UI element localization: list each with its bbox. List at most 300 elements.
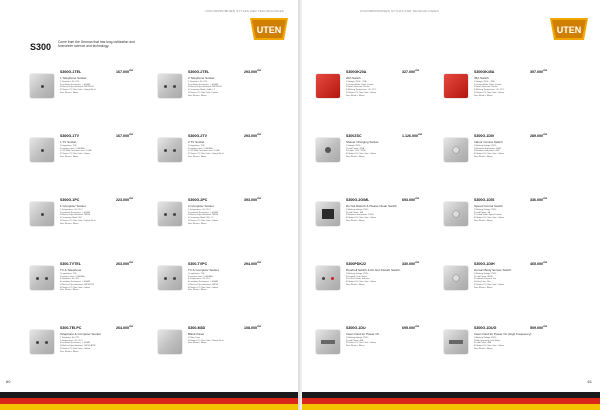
product-price bbox=[244, 70, 261, 74]
spec-line: Size: 86mm × 86mm bbox=[60, 289, 79, 292]
spec-line: 2.Insertion Loss: 5~860MHz bbox=[60, 275, 85, 278]
spec-line: 2.Insulation Resistance: > 100MΩ bbox=[188, 83, 219, 86]
spec-line: 1.Telephone: 60~70V bbox=[60, 337, 79, 339]
product-specs bbox=[60, 273, 148, 292]
price-unit: VND bbox=[543, 70, 548, 72]
spec-line: Size: 86mm × 86mm bbox=[474, 286, 493, 289]
pc-socket-2-icon bbox=[158, 202, 182, 226]
product-specs bbox=[346, 273, 434, 287]
spec-line: 1.Working Voltage: 250V~ bbox=[474, 273, 498, 275]
product-code: S300-M3D bbox=[188, 326, 206, 330]
spec-line: Size: 86mm × 86mm bbox=[188, 155, 207, 158]
spec-line: 4.Plastics: PC, Box Color: Carbon bbox=[346, 217, 377, 220]
product-name: Blank Panel bbox=[188, 332, 205, 336]
socket-port bbox=[173, 213, 176, 216]
price-value: 289.000 bbox=[530, 134, 543, 139]
product-name: Indoor Control Switch bbox=[474, 140, 503, 144]
product-code: S300G-2G/ML bbox=[346, 198, 370, 202]
price-unit: VND bbox=[543, 198, 548, 200]
product-code: S300G-2TEL bbox=[188, 70, 210, 74]
spec-line: 1.Working Voltage: 250V~ bbox=[474, 337, 498, 339]
socket-port bbox=[36, 277, 39, 280]
page-tagline: UNCOMPROMISED STYLES AND TECHNOLOGIES bbox=[205, 9, 284, 13]
product-code: S300GK45A bbox=[474, 70, 495, 74]
spec-line: 5.Plastics: PC, Box Color: Carbon bbox=[188, 219, 219, 222]
product-name: 1 TV Socket bbox=[60, 140, 77, 144]
spec-line: 2.Doorbell: Push Switch bbox=[346, 275, 368, 278]
product-price bbox=[244, 134, 261, 138]
spec-line: 1.Temperature: -20~70°C bbox=[188, 209, 211, 211]
product-specs bbox=[60, 209, 148, 225]
spec-line: 1.Impedance: 75Ω bbox=[60, 273, 77, 275]
spec-line: 3.Control Mode: Speed Control bbox=[474, 214, 502, 217]
product-name: Shaver Charging Socket bbox=[346, 140, 379, 144]
product-specs bbox=[346, 209, 434, 223]
socket-port bbox=[164, 149, 167, 152]
product-name: 2 Telephone Socket bbox=[188, 76, 215, 80]
product-code: S300G-1DIS bbox=[474, 198, 495, 202]
spec-line: 3.Insulation Resistance: > 100MΩ bbox=[60, 342, 91, 345]
product-item bbox=[158, 198, 278, 260]
product-item bbox=[158, 134, 278, 196]
product-item bbox=[316, 198, 436, 260]
product-name: Do Not Disturb & Please Clean Switch bbox=[346, 204, 397, 208]
spec-line: 4.Plastics: PC, Box Color: Carbon bbox=[474, 217, 505, 220]
page-tagline: UNCOMPROMISED STYLES AND TECHNOLOGIES bbox=[360, 9, 439, 13]
product-item bbox=[444, 262, 564, 324]
product-code: S300G-1DU bbox=[346, 326, 366, 330]
spec-line: 4.Connection Mode: IDC bbox=[60, 217, 82, 220]
product-item bbox=[444, 326, 564, 388]
product-item bbox=[158, 70, 278, 132]
price-value: 263.000 bbox=[116, 262, 129, 267]
socket-port bbox=[173, 277, 176, 280]
spec-line: 2.Contact Mode: Silver Contact bbox=[346, 83, 374, 86]
tv-tel-icon bbox=[30, 266, 54, 290]
product-price bbox=[402, 198, 419, 202]
svg-text:UTEN: UTEN bbox=[256, 25, 282, 35]
spec-line: Size: 86mm × 86mm bbox=[474, 347, 493, 350]
tel-socket-icon bbox=[30, 74, 54, 98]
price-unit: VND bbox=[415, 198, 420, 200]
price-value: 1.126.000 bbox=[402, 134, 418, 139]
price-value: 293.000 bbox=[244, 70, 257, 75]
shaver-icon bbox=[316, 138, 340, 162]
spec-line: 1.Voltage: 250V~ bbox=[346, 145, 362, 147]
spec-line: 4.Working Temperature: -25~75°C bbox=[346, 89, 377, 92]
spec-line: 1.Working voltage: 250V~ bbox=[346, 209, 369, 211]
bell-button bbox=[322, 277, 325, 280]
spec-line: 5.Plastics: PC, Box Color: Carbon bbox=[346, 91, 377, 94]
product-specs bbox=[474, 81, 562, 97]
product-name: 45A Switch bbox=[474, 76, 489, 80]
product-name: Speed Control Switch bbox=[474, 204, 503, 208]
spec-line: Size: 86mm × 86mm bbox=[60, 350, 79, 353]
spec-line: 2.High frequency card: Mifare bbox=[474, 339, 501, 342]
red-switch-icon bbox=[316, 74, 340, 98]
spec-line: 4.Plastics: PC, Box Color: Carbon bbox=[346, 153, 377, 156]
product-price bbox=[402, 262, 419, 266]
socket-port bbox=[45, 277, 48, 280]
product-name: 20A Switch bbox=[346, 76, 361, 80]
price-unit: VND bbox=[257, 70, 262, 72]
price-unit: VND bbox=[257, 134, 262, 136]
product-code: S300G-1PC bbox=[60, 198, 80, 202]
spec-line: 5.Electrical Specifications: CAT3/RJ11 bbox=[60, 283, 94, 286]
spec-line: 3.Minimum load power: 40W bbox=[474, 150, 500, 153]
spec-line: 4.Plastics: PC, Box Color: Carbon bbox=[346, 281, 377, 284]
spec-line: Size: 86mm × 86mm bbox=[474, 155, 493, 158]
spec-line: 5.Plastics: PC, Box Color: Carbon bbox=[474, 283, 505, 286]
control-knob bbox=[453, 147, 459, 153]
socket-port bbox=[164, 213, 167, 216]
flag-stripe bbox=[302, 392, 600, 410]
product-name: TV & Telephone bbox=[60, 268, 82, 272]
spec-line: 2.Insertion Loss: 5~860MHz bbox=[188, 147, 213, 150]
product-price bbox=[530, 134, 547, 138]
product-code: S300G-2PC bbox=[188, 198, 208, 202]
product-code: S300-TELPC bbox=[60, 326, 82, 330]
price-value: 293.000 bbox=[244, 134, 257, 139]
product-price bbox=[116, 70, 133, 74]
product-name: TV & Computer Socket bbox=[188, 268, 219, 272]
spec-line: 5.Plastics: PC, Box Color: Carbon bbox=[188, 91, 219, 94]
price-unit: VND bbox=[415, 326, 420, 328]
product-item bbox=[30, 134, 150, 196]
product-price bbox=[530, 70, 547, 74]
product-specs bbox=[188, 273, 276, 292]
product-code: S300G-1DIH bbox=[474, 262, 495, 266]
socket-port bbox=[41, 213, 44, 216]
price-value: 695.000 bbox=[402, 326, 415, 331]
spec-line: 4.Insulation Resistance: > 100MΩ bbox=[188, 281, 219, 284]
product-name: Insert Card for Power On (High Frequency) bbox=[474, 332, 532, 336]
spec-line: Size: 86mm × 86mm bbox=[188, 222, 207, 225]
dimmer-icon bbox=[444, 138, 468, 162]
product-item bbox=[30, 198, 150, 260]
series-description: Come from the German that has long civilization and forerunner science and technology. bbox=[58, 40, 135, 49]
price-unit: VND bbox=[129, 326, 134, 328]
product-specs bbox=[188, 81, 276, 97]
spec-line: 3.Plastics: PC, Box Color: Carbon bbox=[346, 342, 377, 345]
product-item bbox=[158, 262, 278, 324]
spec-line: 4.Plastics: PC, Box Color: Carbon 86 ml bbox=[60, 89, 96, 92]
product-name: 2 TV Socket bbox=[188, 140, 205, 144]
product-specs bbox=[188, 337, 276, 345]
card-panel-screen bbox=[322, 209, 334, 219]
product-specs bbox=[346, 81, 434, 97]
spec-line: 3.Electrical Specifications: CAT3/RJ11 bbox=[60, 86, 94, 89]
spec-line: 1.Working Voltage: 250V~ bbox=[474, 209, 498, 211]
dnd-indicator bbox=[331, 277, 334, 280]
shaver-outlet bbox=[325, 147, 331, 153]
price-unit: VND bbox=[257, 198, 262, 200]
product-name: 1 Telephone Socket bbox=[60, 76, 87, 80]
product-item bbox=[158, 326, 278, 388]
product-item bbox=[316, 134, 436, 196]
spec-line: 2.Load Power: 5A bbox=[474, 211, 490, 214]
spec-line: 2.Load Power: 20VA bbox=[346, 147, 365, 150]
svg-text:UTEN: UTEN bbox=[556, 25, 582, 35]
spec-line: 1.Telephone: 60~70V bbox=[60, 81, 79, 83]
card-panel-icon bbox=[316, 202, 340, 226]
product-name: Telephone & Computer Socket bbox=[60, 332, 101, 336]
uten-logo bbox=[546, 10, 592, 48]
spec-line: 2.Load Power: 10A bbox=[346, 211, 364, 214]
price-unit: VND bbox=[257, 262, 262, 264]
pc-socket-icon bbox=[30, 202, 54, 226]
product-price bbox=[116, 326, 133, 330]
product-price bbox=[530, 262, 547, 266]
price-unit: VND bbox=[543, 262, 548, 264]
spec-line: Size: 86mm × 86mm bbox=[474, 94, 493, 97]
product-specs bbox=[60, 337, 148, 353]
product-specs bbox=[346, 337, 434, 348]
spec-line: 5~470 MHz: Insertion Loss ≤ 1.0dB bbox=[60, 150, 92, 153]
product-price bbox=[402, 70, 419, 74]
spec-line: 3.Switch Structure: Rocker bbox=[474, 86, 498, 89]
price-unit: VND bbox=[129, 198, 134, 200]
product-price bbox=[402, 326, 419, 330]
product-code: S300-TVTEL bbox=[60, 262, 81, 266]
product-specs bbox=[188, 145, 276, 159]
price-value: 108.000 bbox=[244, 326, 257, 331]
spec-line: 2.Insulation Resistance: > 100MΩ bbox=[188, 211, 219, 214]
product-price bbox=[530, 198, 547, 202]
product-specs bbox=[60, 81, 148, 95]
product-specs bbox=[474, 209, 562, 223]
price-unit: VND bbox=[129, 70, 134, 72]
price-unit: VND bbox=[129, 262, 134, 264]
flag-stripe bbox=[0, 392, 298, 410]
control-knob bbox=[453, 275, 459, 281]
control-knob bbox=[453, 211, 459, 217]
product-item bbox=[30, 70, 150, 132]
spec-line: 5.Plastics: PC, Box Color: Carbon 86 ml bbox=[60, 219, 96, 222]
sensor-icon bbox=[444, 266, 468, 290]
spec-line: 4.Plastics: PC, Box Color: Carbon bbox=[474, 153, 505, 156]
spec-line: Size: 86mm × 86mm bbox=[346, 283, 365, 286]
socket-port bbox=[173, 149, 176, 152]
spec-line: Size: 86mm × 86mm bbox=[346, 345, 365, 348]
card-slot bbox=[449, 340, 463, 344]
spec-line: 2.Maximum load power: 500W bbox=[474, 147, 502, 150]
socket-port bbox=[173, 85, 176, 88]
price-unit: VND bbox=[543, 326, 548, 328]
product-code: S300PDK22 bbox=[346, 262, 366, 266]
spec-line: 1.Impedance: 75Ω bbox=[188, 145, 205, 147]
price-value: 509.000 bbox=[530, 326, 543, 331]
spec-line: 3.Induction Distance: 6m bbox=[474, 278, 497, 281]
product-specs bbox=[474, 337, 562, 351]
product-code: S300G-1DUG bbox=[474, 326, 497, 330]
product-item bbox=[444, 198, 564, 260]
price-value: 264.000 bbox=[116, 326, 129, 331]
product-item bbox=[316, 70, 436, 132]
spec-line: Size: 86mm × 86mm bbox=[188, 94, 207, 97]
tel-socket-2-icon bbox=[158, 74, 182, 98]
product-item bbox=[444, 70, 564, 132]
tv-socket-icon bbox=[30, 138, 54, 162]
uten-logo bbox=[246, 10, 292, 48]
page-number: 60 bbox=[6, 379, 11, 384]
product-item bbox=[444, 134, 564, 196]
product-price bbox=[244, 326, 261, 330]
product-name: 1 Computer Socket bbox=[60, 204, 86, 208]
product-code: S300G-1TEL bbox=[60, 70, 82, 74]
product-price bbox=[116, 198, 133, 202]
spec-line: 2.Load Power: 40A bbox=[346, 339, 364, 342]
product-specs bbox=[60, 145, 148, 159]
card-slot-icon bbox=[316, 330, 340, 354]
spec-line: 1.Impedance: 75Ω bbox=[60, 145, 77, 147]
spec-line: 1.Working Voltage: 250V~ bbox=[346, 273, 370, 275]
socket-port bbox=[164, 277, 167, 280]
spec-line: 5.Plastics: PC, Box Color: Carbon bbox=[474, 91, 505, 94]
product-item bbox=[316, 262, 436, 324]
product-specs bbox=[188, 209, 276, 225]
product-price bbox=[402, 134, 422, 138]
card-slot bbox=[321, 340, 335, 344]
spec-line: 3.Plastics: PC, Box Color: Carbon 86 ml bbox=[188, 153, 224, 156]
spec-line: 3.Temperature: -20~70°C bbox=[188, 278, 211, 281]
spec-line: 4.Delay Time: 10s~ bbox=[474, 281, 492, 284]
spec-line: 5.Plastics: PC, Box Color: Carbon bbox=[60, 347, 91, 350]
dimmer-icon bbox=[444, 202, 468, 226]
price-value: 167.000 bbox=[116, 70, 129, 75]
spec-line: 5.Electrical Specifications: CAT5E bbox=[188, 283, 219, 286]
product-price bbox=[116, 134, 133, 138]
price-value: 397.000 bbox=[530, 70, 543, 75]
spec-line: 2.Insulation Resistance: > 100MΩ bbox=[60, 211, 91, 214]
price-value: 327.000 bbox=[402, 70, 415, 75]
spec-line: 2.Insulation Resistance: > 100MΩ bbox=[60, 83, 91, 86]
product-specs bbox=[474, 145, 562, 159]
spec-line: Size: 86mm × 86mm bbox=[474, 219, 493, 222]
spec-line: 1.Plate Cover bbox=[188, 337, 201, 339]
product-specs bbox=[474, 273, 562, 289]
doorbell-icon bbox=[316, 266, 340, 290]
price-unit: VND bbox=[418, 134, 423, 136]
right-page bbox=[302, 0, 600, 410]
price-unit: VND bbox=[415, 262, 420, 264]
spec-line: Size: 86mm × 86mm bbox=[188, 289, 207, 292]
product-name: Insert Card for Power On bbox=[346, 332, 380, 336]
spec-line: 3.Electrical Specifications: CAT3/RJ11 bbox=[188, 86, 222, 89]
spec-line: 3.Switch Structure: Rocker bbox=[346, 86, 370, 89]
price-value: 465.000 bbox=[530, 262, 543, 267]
tv-pc-icon bbox=[158, 266, 182, 290]
tel-pc-icon bbox=[30, 330, 54, 354]
product-name: 2 Computer Socket bbox=[188, 204, 214, 208]
spec-line: 1.Working voltage: 250V~ bbox=[346, 337, 369, 339]
spec-line: 2.Load Power: 800W bbox=[474, 275, 493, 278]
spec-line: 1.Telephone: 60~70V bbox=[188, 81, 207, 83]
spec-line: Size: 86mm × 86mm bbox=[188, 342, 207, 345]
left-page bbox=[0, 0, 298, 410]
price-value: 693.000 bbox=[402, 198, 415, 203]
page-number: 61 bbox=[587, 379, 592, 384]
spec-line: 6.Plastics: PC, Box Color: Carbon bbox=[60, 286, 91, 289]
tv-socket-2-icon bbox=[158, 138, 182, 162]
product-item bbox=[30, 262, 150, 324]
price-value: 167.000 bbox=[116, 134, 129, 139]
spec-line: 3.Output: 115V / 230V bbox=[346, 150, 366, 153]
socket-port bbox=[36, 341, 39, 344]
product-code: S300G-1TV bbox=[60, 134, 79, 138]
spec-line: Size: 86mm × 86mm bbox=[346, 219, 365, 222]
socket-port bbox=[45, 341, 48, 344]
price-value: 223.000 bbox=[116, 198, 129, 203]
spec-line: 3.Load Power: 40A bbox=[474, 342, 492, 345]
spec-line: 1.Impedance: 75Ω bbox=[188, 273, 205, 275]
spec-line: 2.Insertion Loss: 5~860MHz bbox=[60, 147, 85, 150]
product-name: Doorbell Switch & Do Not Disturb Switch bbox=[346, 268, 400, 272]
product-name: Human Body Sensor Switch bbox=[474, 268, 512, 272]
spec-line: 3.Electrical Specifications: CAT5E bbox=[188, 214, 219, 217]
product-price bbox=[244, 262, 261, 266]
blank-icon bbox=[158, 330, 182, 354]
product-code: S300G-2TV bbox=[188, 134, 207, 138]
spec-line: Size: 86mm × 86mm bbox=[60, 222, 79, 225]
red-switch-icon bbox=[444, 74, 468, 98]
spec-line: 2.Contact Mode: Silver Contact bbox=[474, 83, 502, 86]
spec-line: 1.Working Voltage: 250V~ bbox=[474, 145, 498, 147]
spec-line: 3.Electrical Specifications: CAT5E bbox=[60, 214, 91, 217]
price-unit: VND bbox=[415, 70, 420, 72]
spec-line: 4.Plastics: PC, Box Color: Carbon bbox=[474, 345, 505, 348]
spec-line: 3.Maximum load power: 2.2kW bbox=[346, 214, 374, 217]
series-title: S300 bbox=[30, 42, 52, 52]
spec-line: 4.Working Temperature: -25~75°C bbox=[474, 89, 505, 92]
price-value: 393.000 bbox=[244, 198, 257, 203]
card-slot-icon bbox=[444, 330, 468, 354]
product-item bbox=[30, 326, 150, 388]
product-item bbox=[316, 326, 436, 388]
socket-port bbox=[41, 149, 44, 152]
socket-port bbox=[41, 85, 44, 88]
spec-line: 2.Insertion Loss: 5~860MHz bbox=[188, 275, 213, 278]
product-code: S300G-1DI0 bbox=[474, 134, 494, 138]
price-value: 294.000 bbox=[244, 262, 257, 267]
spec-line: 4.Connection Mode: IDC × 2 bbox=[188, 217, 214, 220]
price-unit: VND bbox=[129, 134, 134, 136]
product-code: S300-TVPC bbox=[188, 262, 208, 266]
spec-line: 2.Temperature: -20~70°C bbox=[60, 339, 83, 342]
price-value: 336.000 bbox=[530, 198, 543, 203]
spec-line: Size: 86mm × 86mm bbox=[346, 155, 365, 158]
spec-line: 4.Electrical Specifications: CAT3/CAT5E bbox=[60, 345, 96, 348]
spec-line: Size: 86mm × 86mm bbox=[60, 155, 79, 158]
spec-line: Size: 86mm × 86mm bbox=[60, 91, 79, 94]
product-code: S300ZSC bbox=[346, 134, 362, 138]
product-price bbox=[116, 262, 133, 266]
spec-line: 6.Plastics: PC, Box Color: Carbon bbox=[188, 286, 219, 289]
socket-port bbox=[164, 85, 167, 88]
product-price bbox=[530, 326, 547, 330]
product-price bbox=[244, 198, 261, 202]
spec-line: 4.Connection Mode: Cable × 2 bbox=[188, 89, 216, 92]
spec-line: 2.Plastics: PC, Box Color: Carbon 86 ml bbox=[188, 339, 224, 342]
spec-line: Size: 86mm × 86mm bbox=[346, 94, 365, 97]
spec-line: 1.Voltage: 250V~ / 20A bbox=[346, 81, 367, 83]
product-specs bbox=[346, 145, 434, 159]
spec-line: 1.Voltage: 250V~ / 45A bbox=[474, 81, 495, 83]
spec-line: 3.Plastics: PC, Box Color: Carbon bbox=[60, 153, 91, 156]
spec-line: 3.Telephone: 60~70V bbox=[60, 278, 79, 281]
product-code: S300GK20A bbox=[346, 70, 367, 74]
spec-line: 4.Insulation Resistance: > 100MΩ bbox=[60, 281, 91, 284]
